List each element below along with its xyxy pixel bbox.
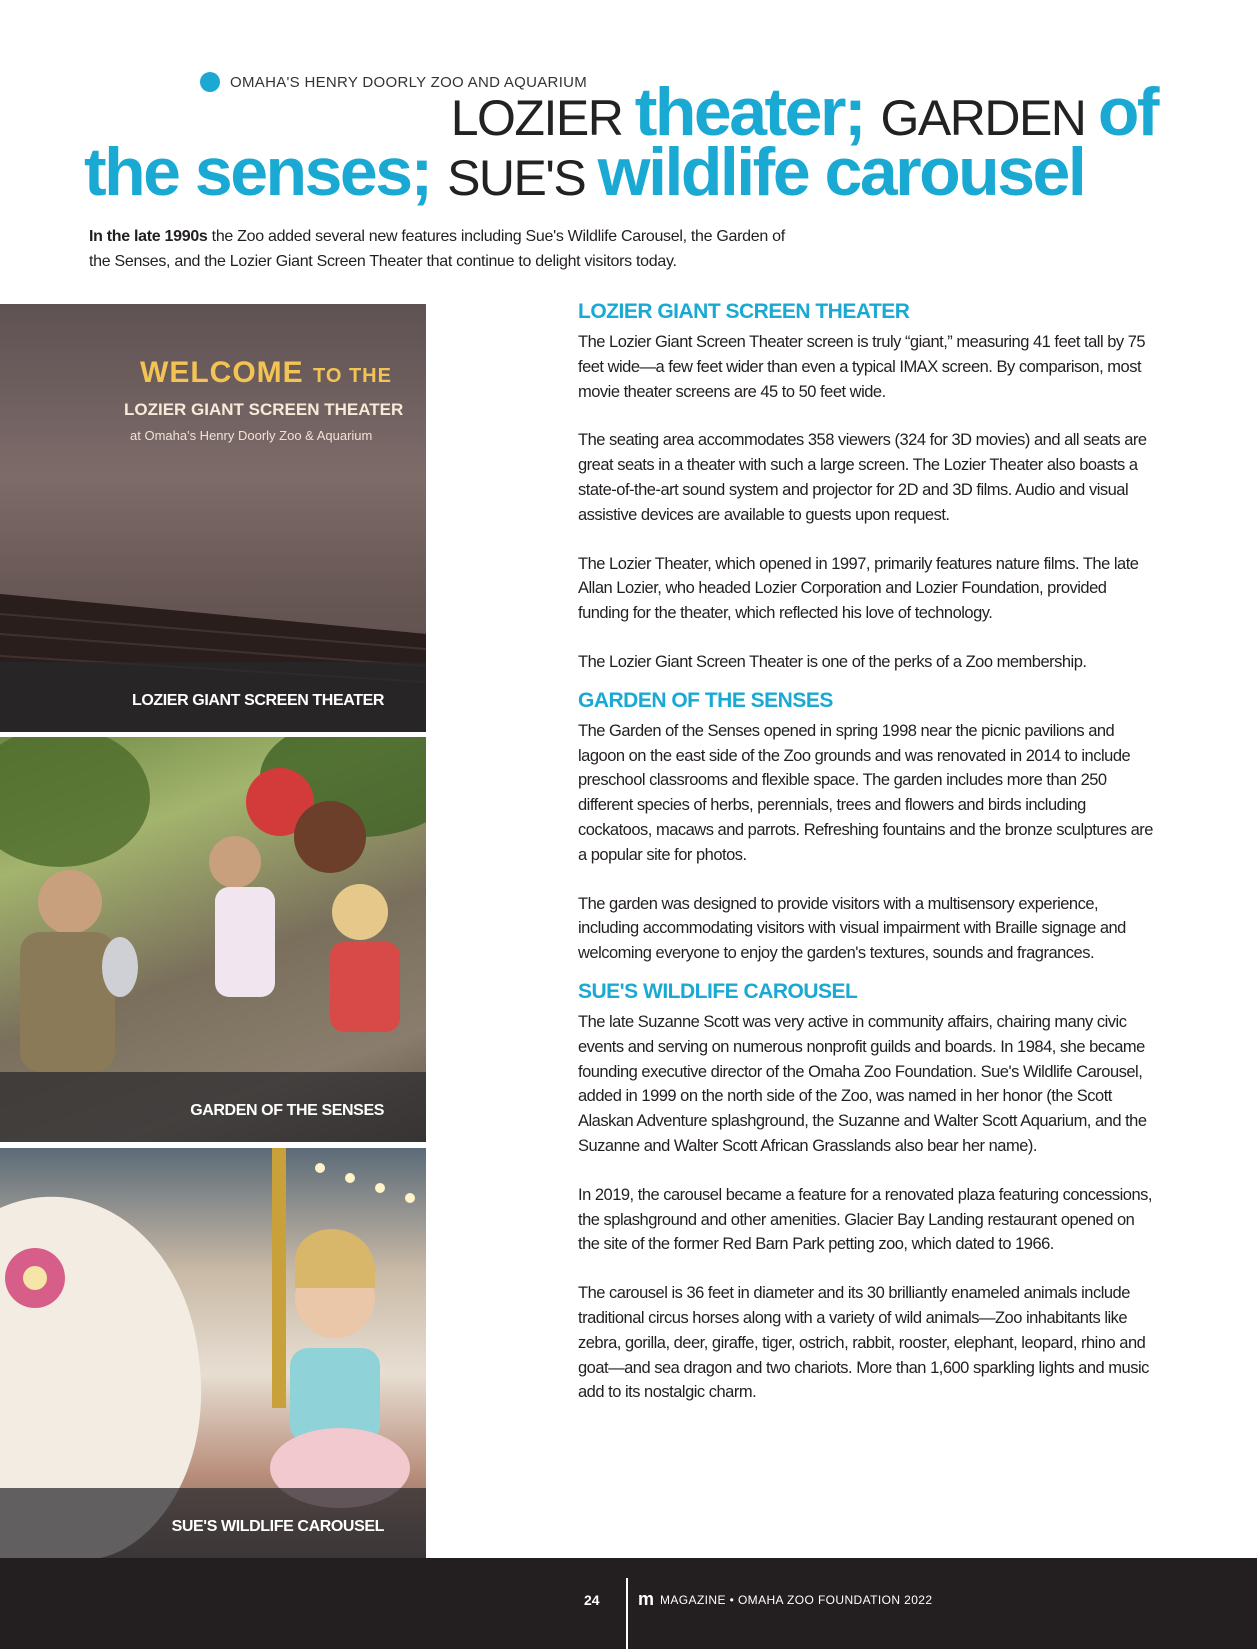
publication-name: MAGAZINE • OMAHA ZOO FOUNDATION 2022 [660, 1593, 933, 1607]
title-word: wildlife carousel [597, 134, 1085, 210]
theater-paragraph-3: The Lozier Theater, which opened in 1997, primarily features nature films. The late Allan Lozier, who headed Lozier Corporation and Lozier Foundation, provided funding for the theater, which reflected his love of technology. [578, 554, 1139, 623]
intro-text: the Zoo added several new features including Sue's Wildlife Carousel, the Garden of the Senses, and the Lozier Giant Screen Theater that continue to delight visitors today. [89, 228, 785, 270]
screen-name-text: LOZIER GIANT SCREEN THEATER [124, 400, 404, 419]
kicker-text: OMAHA'S HENRY DOORLY ZOO AND AQUARIUM [230, 73, 588, 91]
carousel-photo [0, 1148, 426, 1558]
magazine-logo: m [638, 1589, 654, 1609]
section-heading-garden: GARDEN OF THE SENSES [578, 688, 833, 712]
intro-lead: In the late 1990s [89, 228, 208, 245]
section-heading-carousel: SUE'S WILDLIFE CAROUSEL [578, 979, 858, 1003]
title-word: SUE'S [447, 150, 598, 206]
carousel-paragraph-2: In 2019, the carousel became a feature for a renovated plaza featuring concessions, the splashground and other amenities. Glacier Bay Landing restaurant opened on the site of the former Red Barn Park petting zoo, which dated to 1966. [578, 1185, 1152, 1254]
welcome-text [140, 356, 392, 390]
carousel-paragraph-1: The late Suzanne Scott was very active in community affairs, chairing many civic events and serving on numerous nonprofit guilds and boards. In 1984, she became founding executive director of the Omaha Zoo Foundation. Sue's Wildlife Carousel, added in 1999 on the north side of the Zoo, was named in her honor (the Scott Alaskan Adventure splashground, the Suzanne and Walter Scott Aquarium, and the Suzanne and Walter Scott African Grasslands also bear her name). [578, 1012, 1147, 1155]
garden-paragraph-2: The garden was designed to provide visitors with a multisensory experience, including accommodating visitors with visual impairment with Braille signage and welcoming everyone to enjoy the garden's textures, sounds and fragrances. [578, 894, 1126, 963]
welcome-word: WELCOME [140, 356, 304, 389]
article-body [578, 300, 1158, 1429]
title-word: GARDEN [880, 90, 1098, 146]
page-number: 24 [584, 1592, 600, 1608]
intro-paragraph [89, 224, 809, 274]
photo-caption: LOZIER GIANT SCREEN THEATER [131, 692, 384, 709]
title-word: of [1097, 74, 1157, 150]
page-title-line-2 [84, 134, 1085, 210]
photo-caption: SUE'S WILDLIFE CAROUSEL [171, 1518, 384, 1535]
footer-divider [626, 1578, 628, 1649]
to-the-word: TO THE [313, 365, 392, 387]
garden-paragraph-1: The Garden of the Senses opened in spring 1998 near the picnic pavilions and lagoon on the east side of the Zoo grounds and was renovated in 2014 to include preschool classrooms and flexible space. The garden includes more than 250 different species of herbs, perennials, trees and flowers and birds including cockatoos, macaws and parrots. Refreshing fountains and the bronze sculptures are a popular site for photos. [578, 721, 1153, 864]
section-heading-theater: LOZIER GIANT SCREEN THEATER [578, 300, 910, 323]
theater-paragraph-2: The seating area accommodates 358 viewers (324 for 3D movies) and all seats are great seats in a theater with such a large screen. The Lozier Theater also boasts a state-of-the-art sound system and projector for 2D and 3D films. Audio and visual assistive devices are available to guests upon request. [578, 431, 1147, 524]
carousel-paragraph-3: The carousel is 36 feet in diameter and its 30 brilliantly enameled animals include traditional circus horses along with a variety of wild animals—Zoo inhabitants like zebra, gorilla, deer, giraffe, tiger, ostrich, rabbit, rooster, elephant, leopard, rhino and goat—and sea dragon and two chariots. More than 1,600 sparkling lights and music add to its nostalgic charm. [578, 1284, 1149, 1402]
photo-caption: GARDEN OF THE SENSES [190, 1102, 384, 1119]
theater-photo [0, 304, 426, 732]
garden-photo [0, 737, 426, 1142]
location-text: at Omaha's Henry Doorly Zoo & Aquarium [130, 428, 373, 443]
title-word: theater; [634, 74, 881, 150]
theater-paragraph-1: The Lozier Giant Screen Theater screen is truly “giant,” measuring 41 feet tall by 75 feet wide—a few feet wider than even a typical IMAX screen. By comparison, most movie theater screens are 45 to 50 feet wide. [578, 333, 1146, 401]
title-word: LOZIER [450, 90, 635, 146]
title-word: the senses; [84, 134, 448, 210]
page-footer [0, 1558, 1257, 1649]
theater-paragraph-4: The Lozier Giant Screen Theater is one of the perks of a Zoo membership. [578, 652, 1087, 671]
bullet-dot-icon [200, 72, 220, 92]
